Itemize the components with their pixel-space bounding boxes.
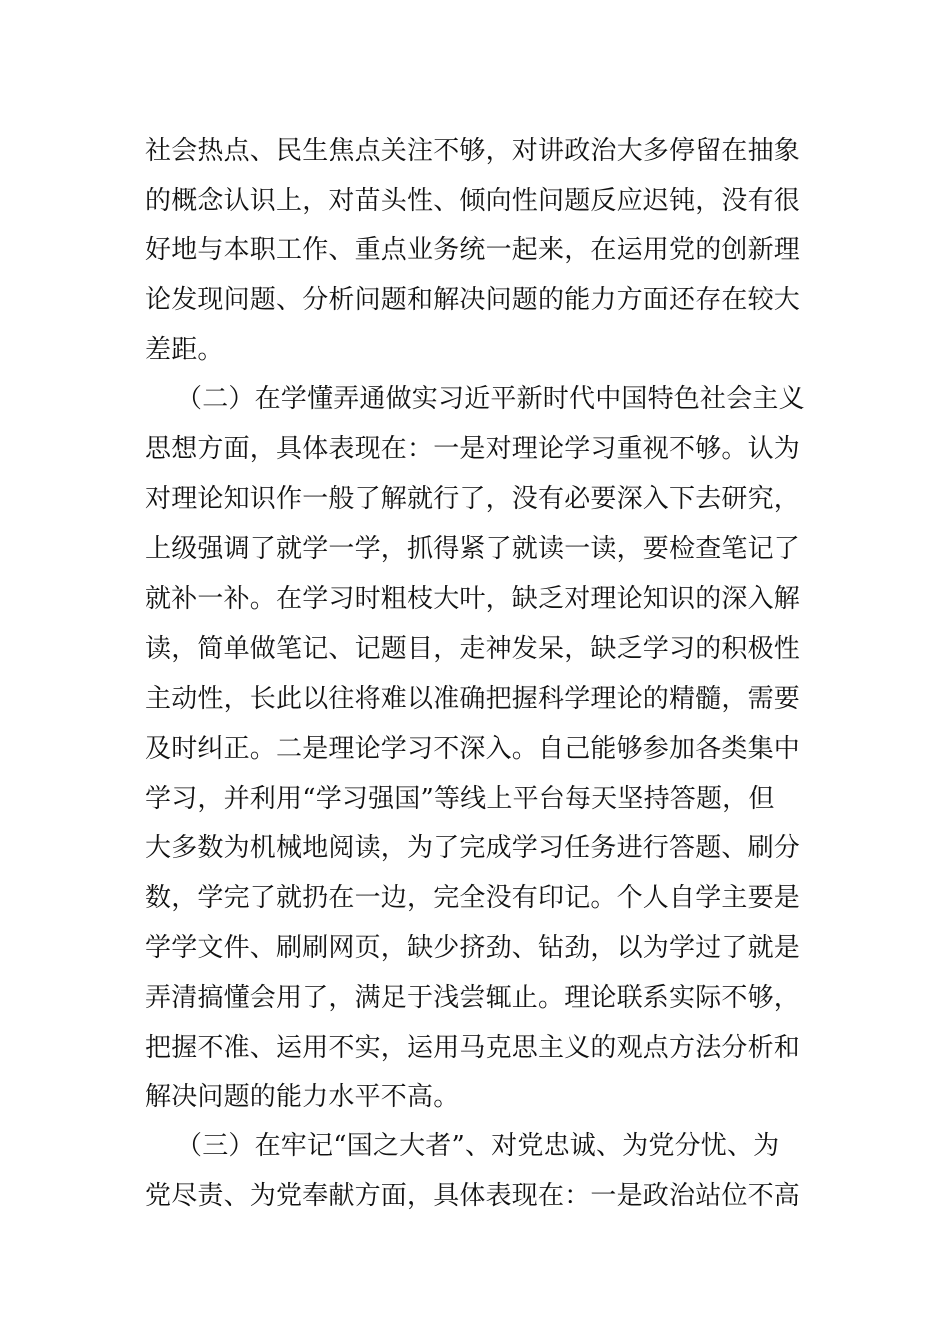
text-line: 差距。	[145, 335, 224, 365]
text-line: 弄清搞懂会用了，满足于浅尝辄止。理论联系实际不够，	[145, 983, 801, 1013]
text-line: 上级强调了就学一学，抓得紧了就读一读，要检查笔记了	[145, 534, 801, 564]
text-line: 把握不准、运用不实，运用马克思主义的观点方法分析和	[145, 1033, 801, 1063]
text-line: 及时纠正。二是理论学习不深入。自己能够参加各类集中	[145, 734, 801, 764]
text-line: 的概念认识上，对苗头性、倾向性问题反应迟钝，没有很	[145, 186, 801, 216]
paragraph-heading-3: （三）在牢记“国之大者”、对党忠诚、为党分忧、为	[176, 1131, 780, 1161]
text-line: 数，学完了就扔在一边，完全没有印记。个人自学主要是	[145, 883, 801, 913]
text-line: 学习，并利用“学习强国”等线上平台每天坚持答题，但	[145, 784, 775, 814]
text-line: 主动性，长此以往将难以准确把握科学理论的精髓，需要	[145, 684, 801, 714]
text-line: 论发现问题、分析问题和解决问题的能力方面还存在较大	[145, 285, 801, 315]
text-line: 对理论知识作一般了解就行了，没有必要深入下去研究，	[145, 484, 801, 514]
text-line: 好地与本职工作、重点业务统一起来，在运用党的创新理	[145, 235, 801, 265]
paragraph-heading-2: （二）在学懂弄通做实习近平新时代中国特色社会主义	[176, 384, 805, 414]
text-line: 解决问题的能力水平不高。	[145, 1082, 460, 1112]
text-line: 学学文件、刷刷网页，缺少挤劲、钻劲，以为学过了就是	[145, 933, 801, 963]
text-line: 就补一补。在学习时粗枝大叶，缺乏对理论知识的深入解	[145, 584, 801, 614]
text-line: 思想方面，具体表现在：一是对理论学习重视不够。认为	[145, 434, 801, 464]
text-line: 社会热点、民生焦点关注不够，对讲政治大多停留在抽象	[145, 136, 801, 166]
text-line: 读，简单做笔记、记题目，走神发呆，缺乏学习的积极性	[145, 634, 801, 664]
text-line: 大多数为机械地阅读，为了完成学习任务进行答题、刷分	[145, 833, 801, 863]
text-line: 党尽责、为党奉献方面，具体表现在：一是政治站位不高	[145, 1181, 801, 1211]
